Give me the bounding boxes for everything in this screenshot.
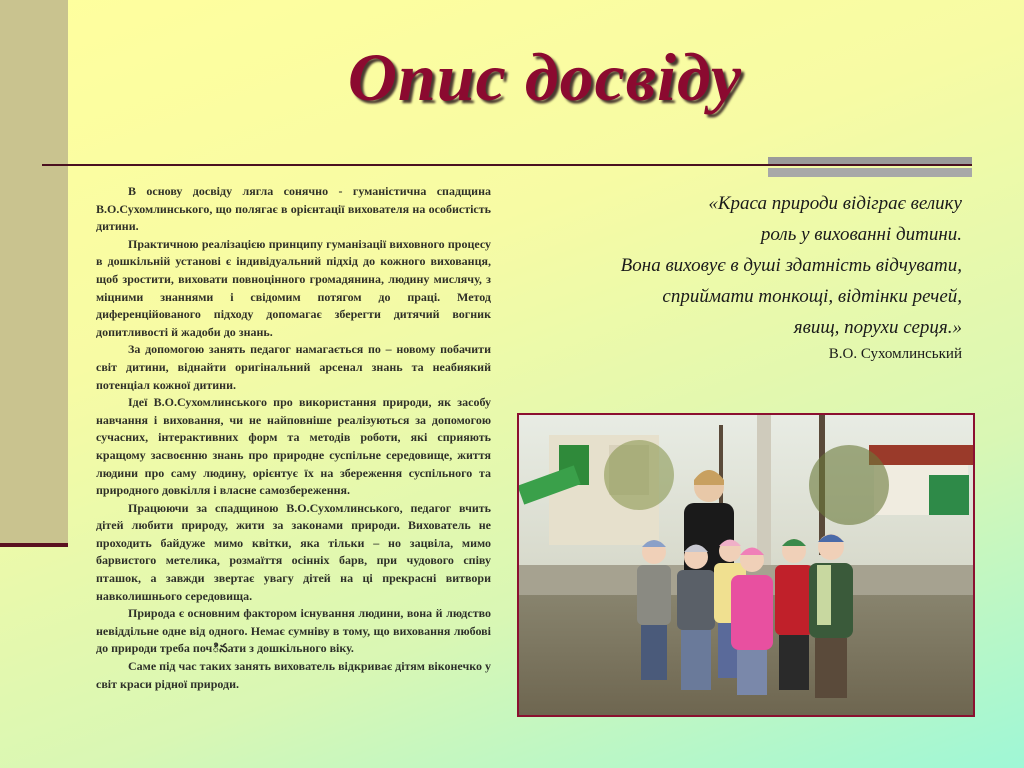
quote-line: явищ, порухи серця.» xyxy=(793,317,962,338)
body-paragraph: Практичною реалізацією принципу гуманізації виховного процесу в дошкільній установі є індивідуальний підхід до кожного вихованця, щоб зростити, виховати повноцінного громадянина, людину мислячу, з міцними знаннями і свідомим потягом до праці. Метод диференційованого підходу допомагає зберегти дитячий вогник допитливості й жадоби до знань. xyxy=(96,236,491,339)
group-photo xyxy=(517,413,975,717)
quote-line: Вона виховує в душі здатність відчувати, xyxy=(620,255,962,276)
quote-line: «Краса природи відіграє велику xyxy=(708,193,962,214)
body-paragraph: Працюючи за спадщиною В.О.Сухомлинського, педагог вчить дітей любити природу, жити за законами природи. Вихователь не проходить байдуже мимо квітки, яка тільки – но зацвіла, мимо барвистого метелика, розмаїття осінніх барв, при чудового співу пташок, а завжди звертає увагу дітей на ці прекрасні витвори навколишнього середовища. xyxy=(96,500,491,603)
body-paragraph: За допомогою занять педагог намагається по – новому побачити світ дитини, віднайти оригінальний арсенал знань та неабиякий потенціал кожної дитини. xyxy=(96,342,491,392)
quote-line: роль у вихованні дитини. xyxy=(760,224,962,245)
quote-line: сприймати тонкощі, відтінки речей, xyxy=(662,286,962,307)
decorative-left-bar-underline xyxy=(0,543,68,547)
body-paragraph: Саме під час таких занять вихователь відкриває дітям віконечко у світ краси рідної природи. xyxy=(96,659,491,691)
photo-illustration-icon xyxy=(519,415,973,715)
title-divider-line xyxy=(42,164,972,166)
body-paragraph: Природа є основним фактором існування людини, вона й людство невіддільне одне від одного. Немає сумніву в тому, що виховання любові до природи треба почినати з дошкільного віку. xyxy=(96,606,491,656)
quote-author: В.О. Сухомлинський xyxy=(828,346,962,362)
quote-block xyxy=(522,188,962,343)
body-paragraph: В основу досвіду лягла сонячно - гуманістична спадщина В.О.Сухомлинського, що полягає в орієнтації вихователя на особистість дитини. xyxy=(96,184,491,234)
body-paragraph: Ідеї В.О.Сухомлинського про використання природи, як засобу навчання і виховання, чи не найповніше реалізуються за допомогою сучасних, інтерактивних форм та методів роботи, які сприяють кращому засвоєнню знань про природне суспільне середовище, життя людини про саму людину, орієнтує їх на збереження суспільного та природного довкілля і власне самозбереження. xyxy=(96,395,491,498)
decorative-gray-bar-top xyxy=(768,157,972,164)
decorative-gray-bar-bottom xyxy=(768,168,972,177)
body-text xyxy=(96,183,491,763)
slide-title: Опис досвіду xyxy=(347,39,743,115)
